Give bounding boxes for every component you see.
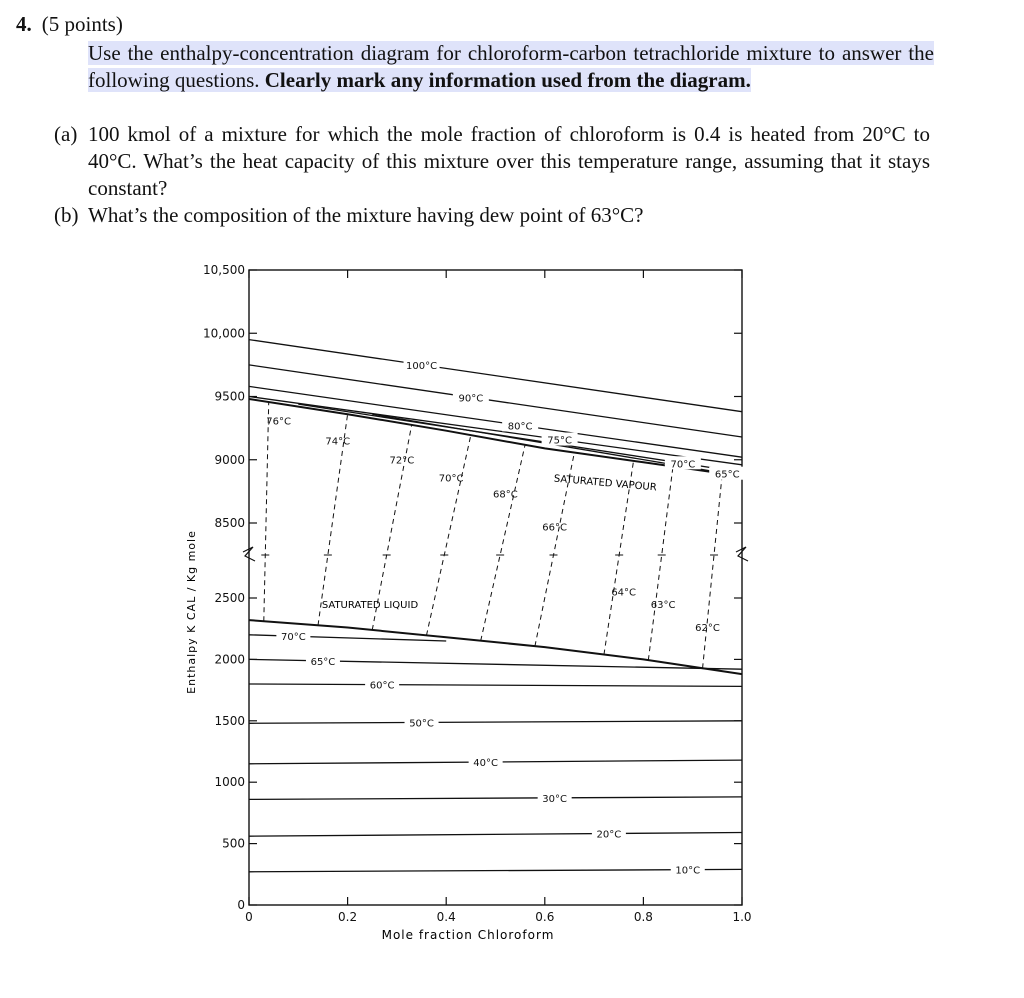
y-tick-label: 9000 <box>214 452 245 467</box>
plot-frame <box>243 270 748 905</box>
question-number: 4. <box>16 12 32 36</box>
x-tick-label: 1.0 <box>732 910 752 924</box>
tie-line-label: 63°C <box>650 599 676 611</box>
x-axis-ticks <box>245 270 751 924</box>
x-tick-label: 0.4 <box>436 910 456 924</box>
y-tick-label: 8500 <box>214 516 245 530</box>
tie-line-label: 74°C <box>325 436 351 448</box>
y-axis-title: Enthalpy K CAL / Kg mole <box>185 530 198 694</box>
liquid-isotherms <box>249 635 742 872</box>
y-axis-ticks <box>203 263 742 912</box>
tie-line-label: 62°C <box>695 623 720 635</box>
vapour-isotherm <box>249 386 742 457</box>
tie-line-label: 70°C <box>438 473 464 485</box>
y-tick-label: 2500 <box>214 591 245 605</box>
saturation-curves <box>249 399 742 674</box>
y-tick-label: 10,500 <box>203 263 245 277</box>
part-a-label: (a) <box>54 122 78 146</box>
liquid-isotherm-label: 20°C <box>596 829 622 841</box>
liquid-isotherm-label: 65°C <box>310 656 336 668</box>
liquid-isotherm <box>249 869 742 871</box>
liquid-isotherm-label: 40°C <box>473 758 498 770</box>
liquid-isotherm-label: 60°C <box>369 680 395 692</box>
tie-line <box>703 473 723 668</box>
y-tick-label: 500 <box>222 836 245 851</box>
y-tick-label: 10,000 <box>203 326 245 341</box>
tie-line <box>264 402 269 621</box>
question-points: (5 points) <box>41 12 123 36</box>
tie-line-label: 66°C <box>542 522 568 534</box>
vapour-isotherm <box>249 397 742 465</box>
tie-line-label: 64°C <box>611 587 637 599</box>
liquid-isotherm-label: 50°C <box>409 718 434 730</box>
vapour-isotherm-label: 75°C <box>547 435 572 447</box>
vapour-isotherm-label: 65°C <box>714 469 740 481</box>
vapour-isotherm-label: 90°C <box>458 393 484 405</box>
vapour-isotherms <box>249 340 742 477</box>
vapour-isotherm-label: 80°C <box>507 421 533 433</box>
x-tick-label: 0.6 <box>535 910 555 924</box>
tie-line-label: 76°C <box>266 416 291 428</box>
liquid-isotherm <box>249 721 742 724</box>
part-a-text: 100 kmol of a mixture for which the mole fraction of chloroform is 0.4 is heated from 20°C to 40°C. What’s the heat capacity of this mixture over this temperature range, assuming that it stays constant? <box>88 122 930 200</box>
vapour-isotherm-label: 70°C <box>670 459 696 471</box>
tie-line <box>481 445 525 641</box>
y-tick-label: 0 <box>237 898 245 912</box>
liquid-isotherm <box>249 833 742 837</box>
tie-line-label: 68°C <box>493 489 518 501</box>
intro-instruction: Clearly mark any information used from the diagram. <box>264 68 751 92</box>
intro-text: Use the enthalpy-concentration diagram for chloroform-carbon tetrachloride mixture to answer the following questions. <box>88 41 934 92</box>
saturated-vapour-label: SATURATED VAPOUR <box>553 473 658 494</box>
liquid-isotherm <box>249 684 742 686</box>
y-tick-label: 9500 <box>214 389 245 404</box>
x-tick-label: 0.2 <box>338 910 358 924</box>
x-axis-title: Mole fraction Chloroform <box>381 928 555 942</box>
liquid-isotherm-label: 30°C <box>542 793 568 805</box>
tie-line-label: 72°C <box>389 455 415 467</box>
y-tick-label: 1500 <box>214 713 245 728</box>
saturated-liquid-label: SATURATED LIQUID <box>321 600 419 611</box>
tie-line <box>426 435 470 635</box>
part-b-label: (b) <box>54 203 79 227</box>
y-tick-label: 1000 <box>214 775 245 790</box>
liquid-isotherm-label: 70°C <box>281 632 306 644</box>
y-tick-label: 2000 <box>214 652 245 667</box>
x-tick-label: 0.8 <box>633 910 653 924</box>
liquid-isotherm <box>249 797 742 800</box>
vapour-isotherm-label: 100°C <box>406 360 438 372</box>
x-tick-label: 0 <box>245 910 253 924</box>
tie-line <box>648 466 673 660</box>
liquid-isotherm-label: 10°C <box>675 865 701 877</box>
part-b-text: What’s the composition of the mixture having dew point of 63°C? <box>88 203 644 227</box>
